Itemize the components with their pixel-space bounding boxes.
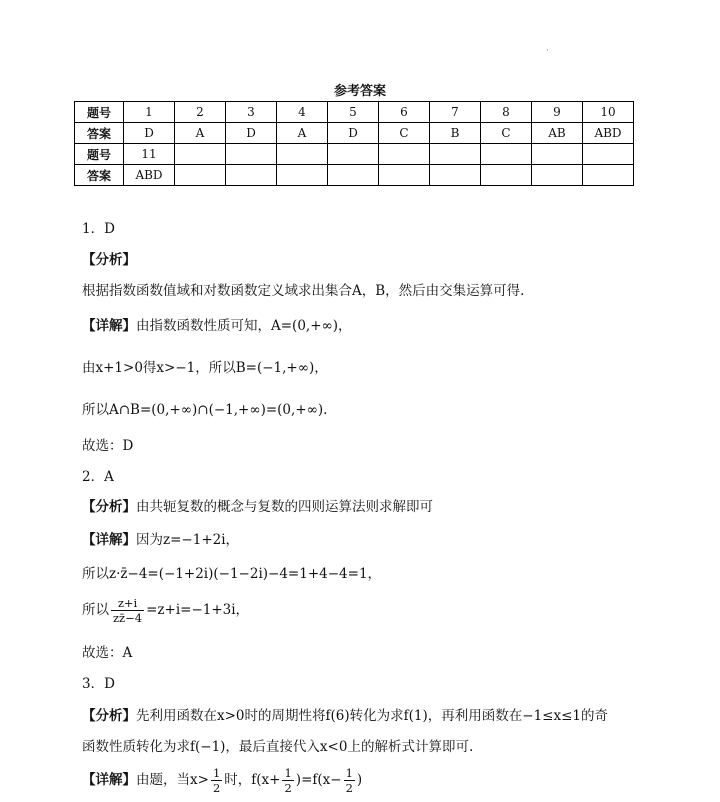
table-cell: 6 xyxy=(379,102,430,123)
table-row xyxy=(75,165,634,186)
q3-detail-mid: 时， xyxy=(224,772,252,788)
table-cell: 9 xyxy=(532,102,583,123)
page-title: 参考答案 xyxy=(333,84,386,99)
fraction-denominator: 2 xyxy=(212,781,221,795)
table-cell xyxy=(175,144,226,165)
table-cell xyxy=(277,144,328,165)
q2-analysis-line xyxy=(82,495,433,515)
table-cell: 3 xyxy=(226,102,277,123)
table-cell xyxy=(226,144,277,165)
q2-detail2: 所以z·z̄−4=(−1+2i)(−1−2i)−4=1+4−4=1， xyxy=(82,566,382,582)
q3-detail-prefix: 由题，当x> xyxy=(136,772,209,788)
table-cell: 10 xyxy=(583,102,634,123)
q3-analysis-text: 先利用函数在x>0时的周期性将f(6)转化为求f(1)，再利用函数在−1≤x≤1的奇 xyxy=(136,708,608,724)
q1-detail3: 所以A∩B=(0,+∞)∩(−1,+∞)=(0,+∞). xyxy=(82,402,328,418)
q2-detail3-prefix: 所以 xyxy=(82,602,109,618)
table-cell: A xyxy=(175,123,226,144)
fraction xyxy=(111,596,144,625)
q3-expr-right: )=f(x− xyxy=(295,772,342,788)
table-cell xyxy=(226,165,277,186)
table-cell: A xyxy=(277,123,328,144)
table-cell xyxy=(532,144,583,165)
fraction-numerator: 1 xyxy=(284,766,292,780)
table-cell xyxy=(328,144,379,165)
table-row xyxy=(75,123,634,144)
corner-mark: · xyxy=(546,46,549,56)
q2-conclusion: 故选：A xyxy=(82,645,133,661)
table-cell xyxy=(481,165,532,186)
fraction-numerator: 1 xyxy=(212,766,221,780)
q3-heading: 3．D xyxy=(82,676,115,692)
table-cell: AB xyxy=(532,123,583,144)
table-cell xyxy=(379,165,430,186)
fraction-half xyxy=(282,766,293,795)
q3-expr-end: ) xyxy=(356,772,363,788)
q1-detail-text: 由指数函数性质可知，A=(0,+∞)， xyxy=(136,318,352,334)
table-cell xyxy=(430,144,481,165)
q2-detail-text: 因为z=−1+2i， xyxy=(136,532,240,548)
table-cell: 7 xyxy=(430,102,481,123)
table-cell xyxy=(430,165,481,186)
table-cell: 2 xyxy=(175,102,226,123)
table-cell: D xyxy=(328,123,379,144)
table-cell: 11 xyxy=(124,144,175,165)
detail-tag: 【详解】 xyxy=(82,318,136,334)
q1-analysis-tag xyxy=(82,248,136,268)
detail-tag: 【详解】 xyxy=(82,772,136,788)
table-row xyxy=(75,144,634,165)
fraction-numerator: z+i xyxy=(111,596,144,611)
table-cell xyxy=(175,165,226,186)
table-cell: C xyxy=(481,123,532,144)
table-cell xyxy=(328,165,379,186)
detail-tag: 【详解】 xyxy=(82,532,136,548)
q1-detail-line xyxy=(82,314,352,334)
q3-analysis-line2: 函数性质转化为求f(−1)，最后直接代入x<0上的解析式计算即可. xyxy=(82,739,474,755)
table-cell: D xyxy=(124,123,175,144)
row-label-answer: 答案 xyxy=(75,165,124,186)
analysis-tag: 【分析】 xyxy=(82,252,136,268)
analysis-tag: 【分析】 xyxy=(82,499,136,515)
table-cell: 8 xyxy=(481,102,532,123)
table-cell xyxy=(277,165,328,186)
table-cell xyxy=(583,165,634,186)
fraction-denominator: 2 xyxy=(345,781,353,795)
table-row xyxy=(75,102,634,123)
table-cell: ABD xyxy=(124,165,175,186)
q1-heading: 1．D xyxy=(82,221,115,237)
q1-detail2: 由x+1>0得x>−1，所以B=(−1,+∞)， xyxy=(82,360,328,376)
q3-detail xyxy=(82,766,362,795)
table-cell: ABD xyxy=(583,123,634,144)
table-cell: B xyxy=(430,123,481,144)
q3-analysis-line xyxy=(82,704,608,724)
table-cell: C xyxy=(379,123,430,144)
row-label-answer: 答案 xyxy=(75,123,124,144)
fraction-half xyxy=(211,766,222,795)
row-label-number: 题号 xyxy=(75,144,124,165)
table-cell: D xyxy=(226,123,277,144)
fraction-numerator: 1 xyxy=(345,766,353,780)
q2-detail3 xyxy=(82,596,249,625)
table-cell xyxy=(532,165,583,186)
table-cell: 4 xyxy=(277,102,328,123)
q1-conclusion: 故选：D xyxy=(82,438,134,454)
answer-table xyxy=(74,101,634,186)
q3-expr-left: f(x+ xyxy=(251,772,281,788)
fraction-half xyxy=(344,766,355,795)
q2-heading: 2．A xyxy=(82,469,114,485)
table-cell: 5 xyxy=(328,102,379,123)
q1-analysis: 根据指数函数值域和对数函数定义域求出集合A，B，然后由交集运算可得. xyxy=(82,283,525,299)
table-cell: 1 xyxy=(124,102,175,123)
q2-analysis-text: 由共轭复数的概念与复数的四则运算法则求解即可 xyxy=(136,499,433,515)
fraction-denominator: 2 xyxy=(284,781,292,795)
table-cell xyxy=(379,144,430,165)
q2-detail3-suffix: =z+i=−1+3i， xyxy=(146,602,250,618)
analysis-tag: 【分析】 xyxy=(82,708,136,724)
table-cell xyxy=(583,144,634,165)
q2-detail-line xyxy=(82,528,239,548)
table-cell xyxy=(481,144,532,165)
row-label-number: 题号 xyxy=(75,102,124,123)
fraction-denominator: zz̄−4 xyxy=(113,611,143,625)
